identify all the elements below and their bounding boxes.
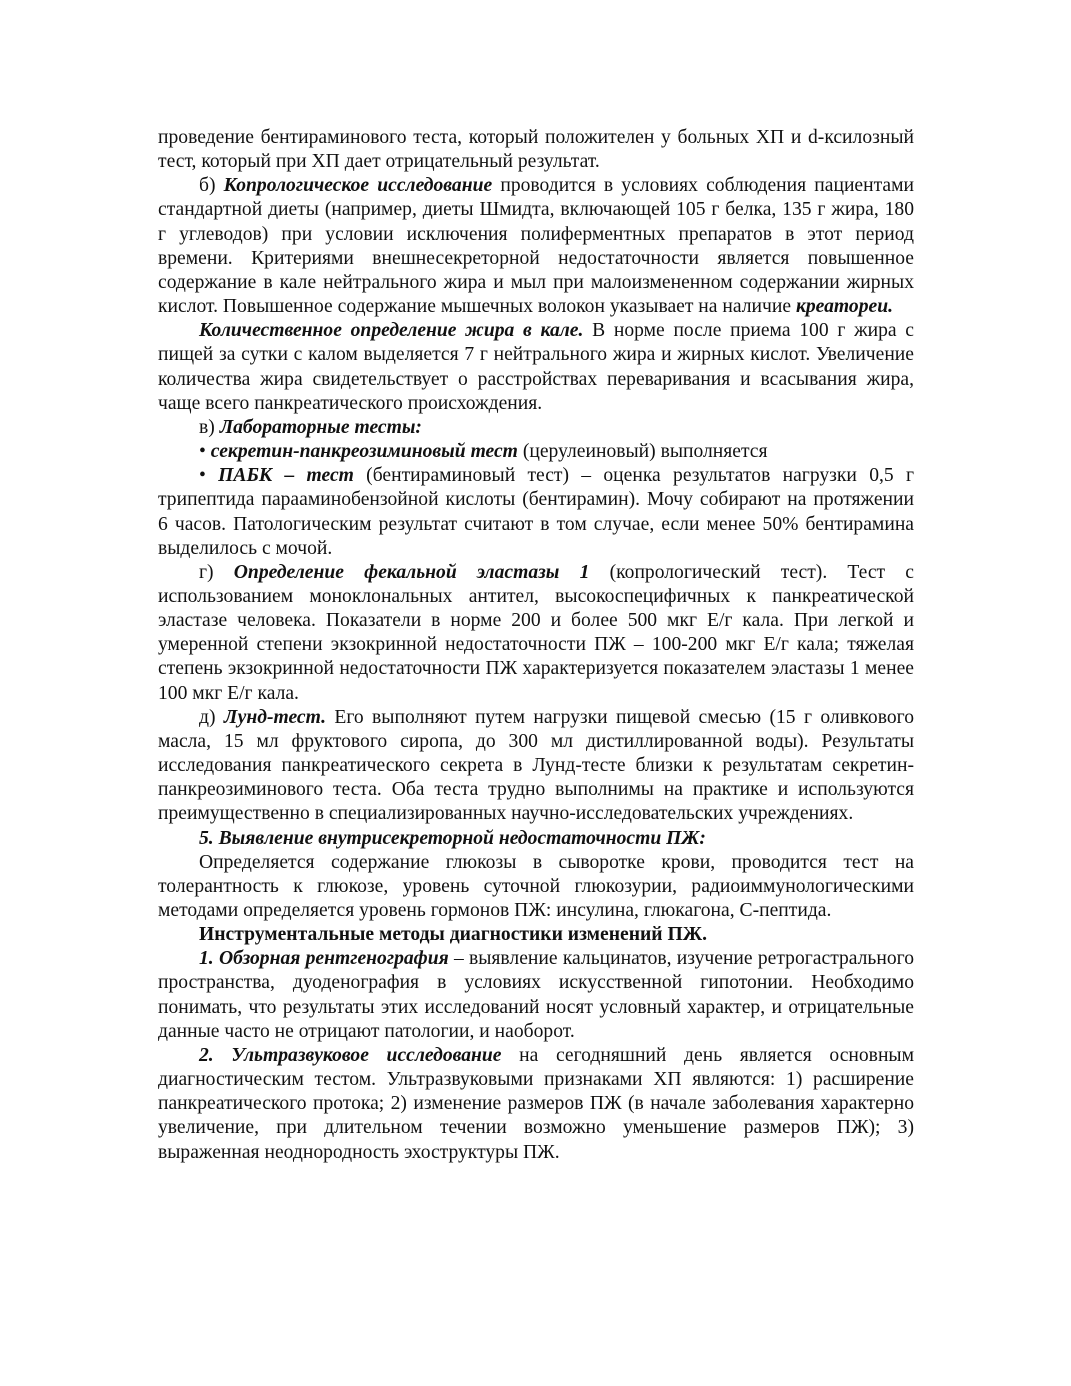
paragraph: [158, 440, 914, 464]
paragraph: [158, 319, 914, 416]
emphasis-text: 2. Ультразвуковое исследование: [199, 1044, 502, 1066]
body-text: •: [199, 465, 219, 487]
body-text: д): [199, 706, 224, 728]
emphasis-text: Количественное определение жира в кале.: [199, 320, 584, 342]
paragraph: [158, 1044, 914, 1165]
paragraph: [158, 947, 914, 1044]
emphasis-text: ПАБК – тест: [218, 465, 354, 487]
paragraph: [158, 827, 914, 851]
emphasis-text: Лунд-тест.: [223, 706, 326, 728]
body-text: В норме после приема 100 г жира с пищей за сутки с калом выделяется 7 г нейтрального жира и жирных кислот. Увеличение количества жира свидетельствует о расстройствах переваривания и всасывания жира, чаще всего панкреатического происхождения.: [158, 320, 914, 414]
body-text: Его выполняют путем нагрузки пищевой смесью (15 г оливкового масла, 15 мл фруктового сиропа, до 300 мл дистиллированной воды). Результаты исследования панкреатического секрета в Лунд-тесте близки к результатам секретин-панкреозиминового теста. Оба теста трудно выполнимы на практике и используются преимущественно в специализированных научно-исследовательских учреждениях.: [158, 706, 914, 825]
paragraph: [158, 923, 914, 947]
document-body: [158, 126, 914, 1165]
body-text: (бентираминовый тест) – оценка результатов нагрузки 0,5 г трипептида парааминобензойной кислоты (бентирамин). Мочу собирают на протяжении 6 часов. Патологическим результат считают в том случае, если менее 50% бентирамина выделилось с мочой.: [158, 465, 914, 559]
body-text: на сегодняшний день является основным диагностическим тестом. Ультразвуковыми признаками ХП являются: 1) расширение панкреатического протока; 2) изменение размеров ПЖ (в начале заболевания характерно увеличение, при длительном течении возможно уменьшение размеров ПЖ); 3) выраженная неоднородность эхоструктуры ПЖ.: [158, 1044, 914, 1163]
emphasis-text: 5. Выявление внутрисекреторной недостаточности ПЖ:: [199, 827, 706, 849]
body-text: Определяется содержание глюкозы в сыворотке крови, проводится тест на толерантность к глюкозе, уровень суточной глюкозурии, радиоиммунологическими методами определяется уровень гормонов ПЖ: инсулина, глюкагона, С-пептида.: [158, 851, 914, 921]
body-text: •: [199, 441, 211, 463]
paragraph: [158, 561, 914, 706]
emphasis-text: креатореи.: [795, 296, 893, 318]
body-text: в): [199, 416, 220, 438]
paragraph: [158, 416, 914, 440]
emphasis-text: секретин-панкреозиминовый тест: [210, 441, 518, 463]
body-text: проводится в условиях соблюдения пациентами стандартной диеты (например, диеты Шмидта, включающей 105 г белка, 135 г жира, 180 г углеводов) при условии исключения полиферментных препаратов в этот период времени. Критериями внешнесекреторной недостаточности является повышенное содержание в кале нейтрального жира и мыл при малоизмененном содержании жирных кислот. Повышенное содержание мышечных волокон указывает на наличие: [158, 175, 914, 318]
paragraph: [158, 174, 914, 319]
body-text: б): [199, 175, 224, 197]
emphasis-text: Инструментальные методы диагностики изменений ПЖ.: [199, 924, 707, 946]
body-text: (копрологический тест). Тест с использованием моноклональных антител, высокоспецифичных к панкреатической эластазе человека. Показатели в норме 200 и более 500 мкг Е/г кала. При легкой и умеренной степени экзокринной недостаточности ПЖ – 100-200 мкг Е/г кала; тяжелая степень экзокринной недостаточности ПЖ характеризуется показателем эластазы 1 менее 100 мкг Е/г кала.: [158, 561, 914, 704]
body-text: (церулеиновый) выполняется: [517, 441, 768, 463]
paragraph: [158, 126, 914, 174]
body-text: – выявление кальцинатов, изучение ретрогастрального пространства, дуоденография в условиях искусственной гипотонии. Необходимо понимать, что результаты этих исследований носят условный характер, и отрицательные данные часто не отрицают патологии, и наоборот.: [158, 948, 914, 1042]
emphasis-text: Копрологическое исследование: [223, 175, 493, 197]
emphasis-text: Лабораторные тесты:: [219, 416, 422, 438]
emphasis-text: Определение фекальной эластазы 1: [233, 561, 590, 583]
emphasis-text: 1. Обзорная рентгенография: [199, 948, 449, 970]
paragraph: [158, 851, 914, 923]
paragraph: [158, 706, 914, 827]
paragraph: [158, 464, 914, 561]
body-text: г): [199, 561, 234, 583]
body-text: проведение бентираминового теста, который положителен у больных ХП и d-ксилозный тест, который при ХП дает отрицательный результат.: [158, 127, 914, 173]
